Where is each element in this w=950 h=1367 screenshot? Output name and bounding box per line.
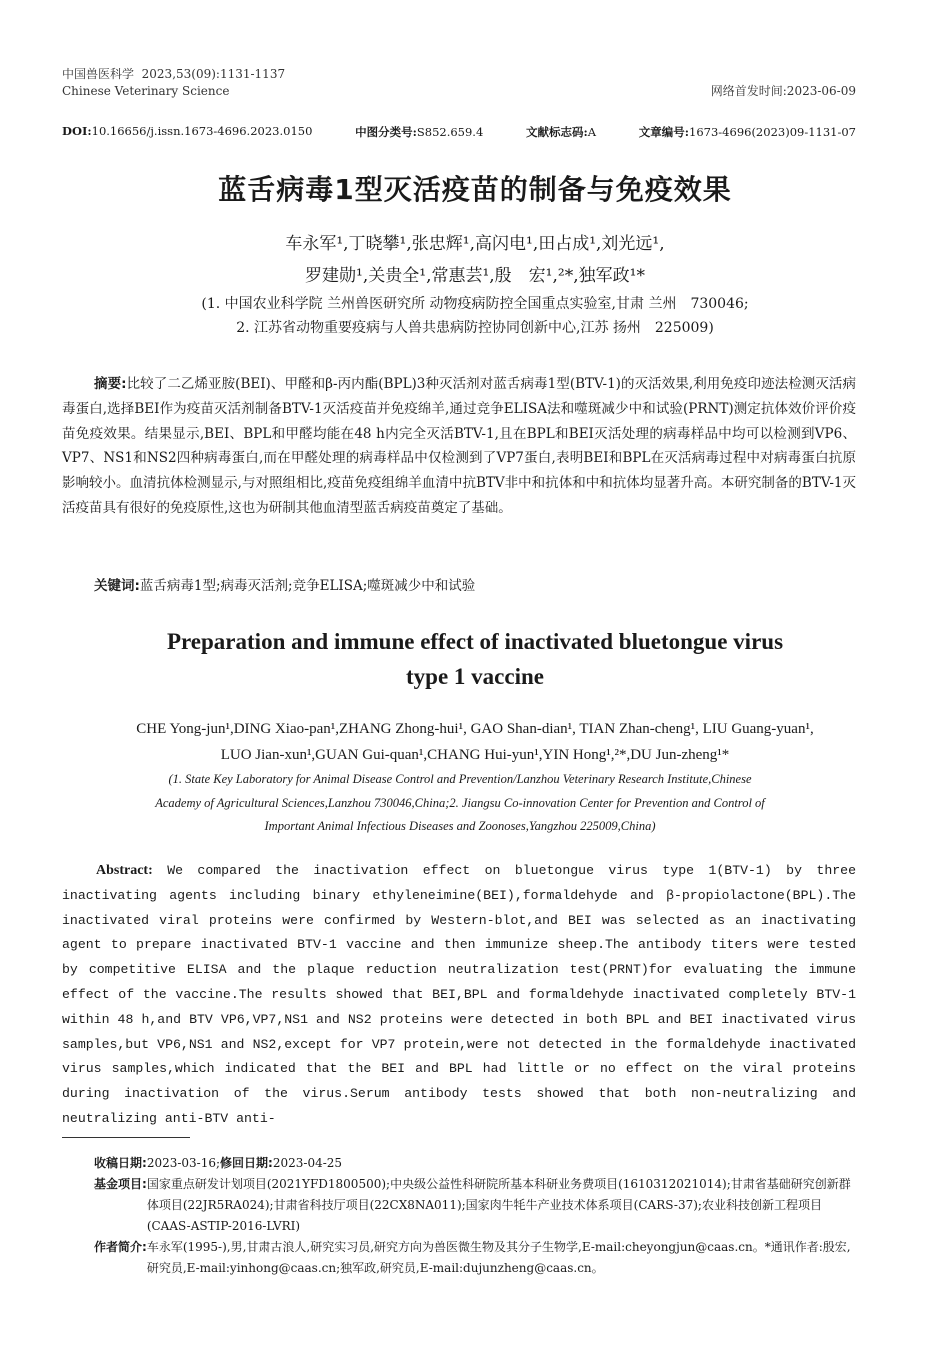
journal-name-cn: 中国兽医科学	[62, 67, 135, 81]
authors-cn-line-2: 罗建勋¹,关贵全¹,常惠芸¹,殷 宏¹,²*,独军政¹*	[305, 266, 645, 286]
abstract-cn-label: 摘要:	[94, 376, 127, 392]
abstract-cn	[62, 372, 856, 521]
authors-en	[0, 716, 950, 768]
doi-value: 10.16656/j.issn.1673-4696.2023.0150	[91, 124, 313, 138]
footnote-divider	[62, 1137, 190, 1138]
author-bio-note	[94, 1237, 856, 1279]
abstract-en-label: Abstract:	[96, 863, 153, 878]
affiliation-en-line-2: Academy of Agricultural Sciences,Lanzhou 730046,China;2. Jiangsu Co-innovation Center for Prevention and Control of	[155, 795, 765, 810]
funding-label: 基金项目:	[94, 1177, 147, 1191]
received-label: 收稿日期:	[94, 1156, 147, 1170]
doc-code-label: 文献标志码:	[526, 125, 588, 139]
affiliation-en-line-3: Important Animal Infectious Diseases and Zoonoses,Yangzhou 225009,China)	[264, 819, 656, 833]
journal-issue: 2023,53(09):1131-1137	[141, 67, 286, 81]
document-code	[526, 124, 596, 140]
affiliation-en-line-1: (1. State Key Laboratory for Animal Disease Control and Prevention/Lanzhou Veterinary Research Institute,Chinese	[168, 772, 752, 786]
journal-name-en: Chinese Veterinary Science	[62, 84, 230, 98]
authors-cn-line-1: 车永军¹,丁晓攀¹,张忠辉¹,高闪电¹,田占成¹,刘光远¹,	[285, 234, 665, 254]
article-meta	[62, 124, 856, 140]
authors-en-line-2: LUO Jian-xun¹,GUAN Gui-quan¹,CHANG Hui-yun¹,YIN Hong¹,²*,DU Jun-zheng¹*	[220, 747, 730, 763]
article-no-label: 文章编号:	[638, 125, 690, 139]
clc-label: 中图分类号:	[355, 125, 417, 139]
keywords-cn-text: 蓝舌病毒1型;病毒灭活剂;竞争ELISA;噬斑减少中和试验	[139, 578, 476, 594]
received-date: 2023-03-16;	[146, 1156, 221, 1170]
author-bio-label: 作者简介:	[94, 1240, 147, 1254]
footnotes	[94, 1153, 856, 1279]
revised-label: 修回日期:	[220, 1156, 273, 1170]
doi-label: DOI:	[62, 124, 92, 138]
title-cn: 蓝舌病毒1型灭活疫苗的制备与免疫效果	[218, 173, 732, 206]
doi	[62, 124, 312, 140]
clc-value: S852.659.4	[416, 125, 484, 139]
abstract-cn-text: 比较了二乙烯亚胺(BEI)、甲醛和β-丙内酯(BPL)3种灭活剂对蓝舌病毒1型(BTV-1)的灭活效果,利用免疫印迹法检测灭活病毒蛋白,选择BEI作为疫苗灭活剂制备BTV-1灭活疫苗并免疫绵羊,通过竞争ELISA法和噬斑减少中和试验(PRNT)测定抗体效价评价疫苗免疫效果。结果显示,BEI、BPL和甲醛均能在48 h内完全灭活BTV-1,且在BPL和BEI灭活处理的病毒样品中均可以检测到VP6、VP7、NS1和NS2四种病毒蛋白,而在甲醛处理的病毒样品中仅检测到了VP7蛋白,表明BEI和BPL在灭活病毒过程中对病毒蛋白抗原影响较小。血清抗体检测显示,与对照组相比,疫苗免疫组绵羊血清中抗BTV非中和抗体和中和抗体均显著升高。本研究制备的BTV-1灭活疫苗具有很好的免疫原性,这也为研制其他血清型蓝舌病疫苗奠定了基础。	[62, 376, 856, 516]
funding-note	[94, 1174, 856, 1237]
received-dates	[94, 1153, 856, 1174]
title-en-line-2: type 1 vaccine	[406, 664, 544, 689]
title-en-line-1: Preparation and immune effect of inactivated bluetongue virus	[166, 629, 784, 654]
abstract-en	[62, 859, 856, 1132]
journal-header	[62, 66, 285, 100]
author-bio-text: 车永军(1995-),男,甘肃古浪人,研究实习员,研究方向为兽医微生物及其分子生物学,E-mail:cheyongjun@caas.cn。*通讯作者:殷宏,研究员,E-mail:yinhong@caas.cn;独军政,研究员,E-mail:dujunzheng@caas.cn。	[146, 1240, 851, 1275]
authors-en-line-1: CHE Yong-jun¹,DING Xiao-pan¹,ZHANG Zhong-hui¹, GAO Shan-dian¹, TIAN Zhan-cheng¹, LIU Guang-yuan¹,	[136, 721, 814, 737]
keywords-cn	[94, 574, 856, 594]
authors-cn	[0, 228, 950, 292]
abstract-en-text: We compared the inactivation effect on bluetongue virus type 1(BTV-1) by three inactivating agents including binary ethyleneimine(BEI),formaldehyde and β-propiolactone(BPL).The inactivated viral proteins were confirmed by Western-blot,and BEI was selected as an inactivating agent to prepare inactivated BTV-1 vaccine and then immunize sheep.The antibody titers were tested by competitive ELISA and the plaque reduction neutralization test(PRNT)for evaluating the immune effect of the vaccine.The results showed that BEI,BPL and formaldehyde inactivated completely BTV-1 within 48 h,and BTV VP6,VP7,NS1 and NS2 proteins were detected in both BPL and BEI inactivated virus samples,but VP6,NS1 and NS2,except for VP7 protein,were not detected in the formaldehyde inactivated virus samples,which indicated that the BEI and BPL had little or no effect on the viral proteins during inactivation of the virus.Serum antibody tests showed that both non-neutralizing and neutralizing anti-BTV anti-	[62, 863, 856, 1126]
online-date: 网络首发时间:2023-06-09	[710, 84, 856, 98]
revised-date: 2023-04-25	[272, 1156, 343, 1170]
affiliations-cn	[0, 292, 950, 340]
affiliation-cn-line-1: (1. 中国农业科学院 兰州兽医研究所 动物疫病防控全国重点实验室,甘肃 兰州 730046;	[201, 296, 749, 312]
funding-text: 国家重点研发计划项目(2021YFD1800500);中央级公益性科研院所基本科研业务费项目(1610312021014);甘肃省基础研究创新群体项目(22JR5RA024);甘肃省科技厅项目(22CX8NA011);国家肉牛牦牛产业技术体系项目(CARS-37);农业科技创新工程项目(CAAS-ASTIP-2016-LVRI)	[146, 1177, 851, 1233]
keywords-cn-label: 关键词:	[94, 578, 140, 594]
article-number	[639, 124, 856, 140]
article-no-value: 1673-4696(2023)09-1131-07	[689, 125, 856, 139]
doc-code-value: A	[587, 125, 597, 139]
affiliations-en	[100, 768, 820, 839]
affiliation-cn-line-2: 2. 江苏省动物重要疫病与人兽共患病防控协同创新中心,江苏 扬州 225009)	[236, 320, 714, 336]
title-en	[0, 624, 950, 694]
clc-number	[355, 124, 483, 140]
